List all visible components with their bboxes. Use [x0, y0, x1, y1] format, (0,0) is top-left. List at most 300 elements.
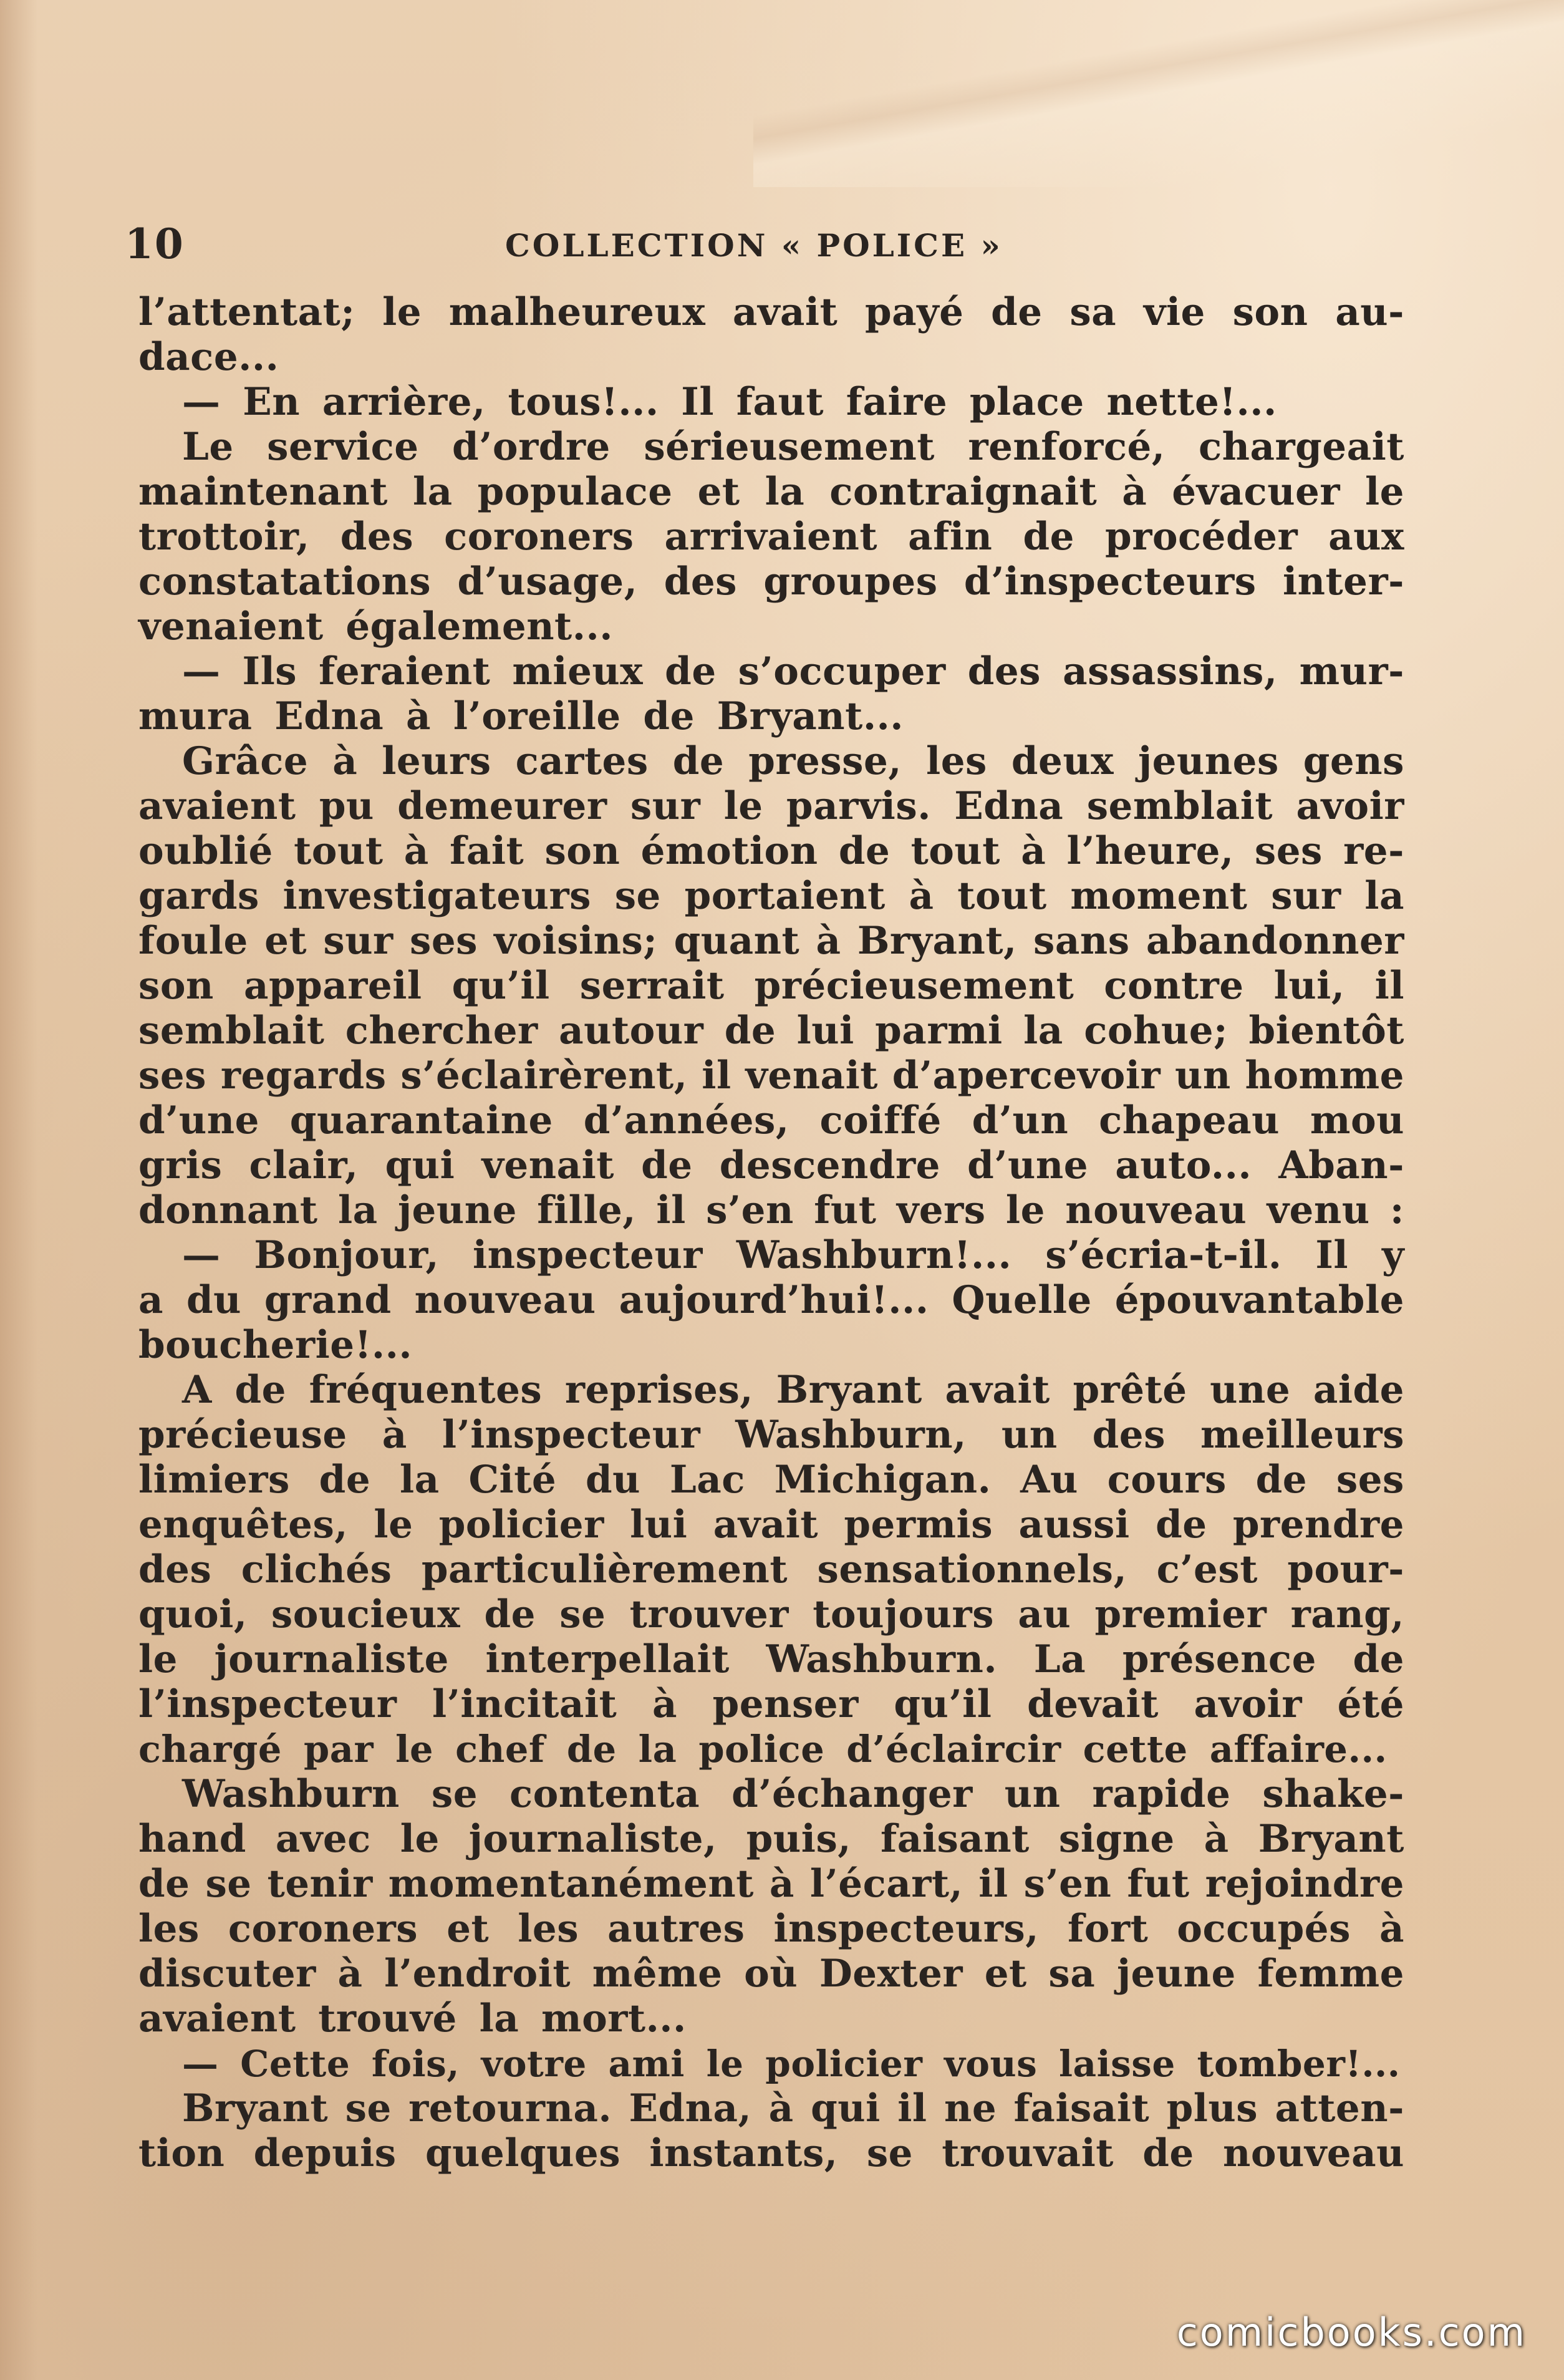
text-line — [138, 1547, 1404, 1592]
word: vie — [1143, 290, 1205, 334]
word: Washburn!... — [736, 1233, 1012, 1277]
word: à — [769, 1862, 794, 1906]
word: contenta — [509, 1772, 700, 1816]
word: coiffé — [819, 1098, 942, 1143]
word: demeurer — [397, 784, 607, 828]
word: sur — [630, 784, 701, 828]
word: soucieux — [271, 1592, 461, 1637]
word: de — [991, 290, 1043, 334]
word: Ils — [242, 649, 297, 694]
word: le — [1364, 470, 1404, 514]
word: fut — [814, 1188, 877, 1232]
word: la — [412, 470, 453, 514]
word: ne — [944, 2086, 997, 2131]
text-line — [138, 1413, 1404, 1458]
word: momentanément — [388, 1862, 754, 1906]
word: d’une — [138, 1098, 259, 1143]
word: de — [319, 1458, 371, 1502]
word: y — [1382, 1233, 1404, 1277]
word: rapide — [1092, 1772, 1231, 1816]
text-line — [138, 1637, 1404, 1682]
word: du — [586, 1458, 641, 1502]
word: cohue; — [1084, 1009, 1229, 1053]
word: de — [665, 649, 717, 694]
word: avaient — [138, 784, 296, 828]
word: évacuer — [1172, 470, 1341, 514]
word: aujourd’hui!... — [619, 1278, 929, 1322]
text-line: — Cette fois, votre ami le policier vous laisse tomber!... — [182, 2043, 1401, 2085]
word: contraignait — [829, 470, 1098, 514]
word: les — [138, 1907, 200, 1951]
word: les — [518, 1907, 579, 1951]
word: de — [672, 739, 725, 783]
word: limiers — [138, 1458, 290, 1502]
word: gards — [138, 874, 259, 918]
text-line — [138, 1592, 1404, 1637]
text-line: dace... — [138, 335, 279, 379]
word: venait — [745, 1053, 878, 1098]
word: d’ordre — [452, 425, 611, 469]
word: Lac — [669, 1458, 745, 1502]
word: la — [399, 1458, 440, 1502]
word: prendre — [1232, 1502, 1404, 1547]
word: tout — [957, 874, 1047, 918]
word: il — [978, 1862, 1008, 1906]
word: gris — [138, 1143, 223, 1188]
text-line — [138, 515, 1404, 559]
word: Washburn, — [735, 1413, 967, 1457]
word: sur — [323, 919, 393, 963]
text-line — [138, 1368, 1404, 1413]
word: émotion — [640, 829, 818, 873]
word: mou — [1310, 1098, 1404, 1143]
word: nouveau — [1222, 2131, 1404, 2175]
text-line — [138, 1907, 1404, 1952]
word: oublié — [138, 829, 273, 873]
word: rang, — [1290, 1592, 1404, 1637]
word: l’incitait — [432, 1682, 617, 1726]
word: La — [1033, 1637, 1086, 1681]
text-line — [138, 784, 1404, 829]
word: ses — [138, 1053, 206, 1098]
word: et — [984, 1952, 1027, 1996]
page-header — [125, 220, 1409, 269]
text-line: chargé par le chef de la police d’éclaircir cette affaire... — [138, 1728, 1388, 1771]
text-line — [138, 1143, 1404, 1188]
word: des — [664, 559, 738, 604]
word: au- — [1335, 290, 1404, 334]
word: à — [382, 1413, 407, 1457]
word: de — [641, 1143, 693, 1188]
word: nouveau — [1065, 1188, 1247, 1232]
word: constatations — [138, 559, 432, 604]
word: payé — [864, 290, 964, 334]
word: l’inspecteur — [442, 1413, 701, 1457]
text-line — [138, 290, 1404, 335]
word: d’échanger — [731, 1772, 973, 1816]
word: de — [1353, 1637, 1404, 1681]
word: afin — [908, 515, 993, 559]
word: femme — [1257, 1952, 1404, 1996]
word: quant — [673, 919, 800, 963]
word: faisait — [1013, 2086, 1150, 2131]
word: Bonjour, — [254, 1233, 440, 1277]
word: s’en — [1023, 1862, 1112, 1906]
word: épouvantable — [1114, 1278, 1404, 1322]
word: chapeau — [1099, 1098, 1280, 1143]
text-line — [138, 559, 1404, 604]
word: shake- — [1262, 1772, 1404, 1816]
word: sa — [1069, 290, 1117, 334]
text-line — [138, 1053, 1404, 1098]
word: rejoindre — [1205, 1862, 1404, 1906]
word: hand — [138, 1817, 246, 1861]
word: clair, — [249, 1143, 359, 1188]
word: grand — [264, 1278, 392, 1322]
word: ses — [1336, 1458, 1404, 1502]
word: quoi, — [138, 1592, 248, 1637]
word: tion — [138, 2131, 225, 2175]
text-line — [138, 964, 1404, 1009]
word: sa — [1048, 1952, 1096, 1996]
word: tout — [294, 829, 384, 873]
word: d’années, — [583, 1098, 789, 1143]
word: d’apercevoir — [892, 1053, 1161, 1098]
word: où — [744, 1952, 798, 1996]
word: à — [332, 739, 358, 783]
text-line — [138, 1682, 1404, 1727]
text-line: venaient également... — [138, 604, 613, 649]
word: avait — [732, 290, 838, 334]
word: du — [186, 1278, 241, 1322]
word: quelques — [425, 2131, 621, 2175]
word: renforcé, — [968, 425, 1166, 469]
text-line: boucherie!... — [138, 1323, 413, 1367]
word: avait — [945, 1368, 1050, 1412]
word: Le — [182, 425, 234, 469]
word: Washburn. — [766, 1637, 998, 1681]
page-number: 10 — [125, 220, 185, 268]
word: à — [1204, 1817, 1229, 1861]
word: gens — [1303, 739, 1404, 783]
text-line — [138, 1098, 1404, 1143]
word: de — [1142, 2131, 1194, 2175]
word: discuter — [138, 1952, 316, 1996]
word: précieuse — [138, 1413, 347, 1457]
word: Dexter — [819, 1952, 963, 1996]
watermark: comicbooks.com — [1176, 2310, 1527, 2355]
word: un — [1174, 1053, 1231, 1098]
word: depuis — [253, 2131, 397, 2175]
word: parvis. — [786, 784, 931, 828]
word: venait — [481, 1143, 614, 1188]
word: regards — [220, 1053, 387, 1098]
word: de — [1255, 1458, 1308, 1502]
text-line — [138, 1862, 1404, 1907]
word: s’en — [706, 1188, 794, 1232]
word: presse, — [748, 739, 902, 783]
word: Il — [1315, 1233, 1349, 1277]
word: la — [1364, 874, 1404, 918]
word: la — [1023, 1009, 1063, 1053]
word: vers — [896, 1188, 986, 1232]
word: l’heure, — [1066, 829, 1234, 873]
word: inspecteur — [472, 1233, 703, 1277]
word: chercher — [345, 1009, 538, 1053]
word: sur — [1271, 874, 1341, 918]
word: deux — [1011, 739, 1114, 783]
word: même — [592, 1952, 723, 1996]
word: sensationnels, — [817, 1547, 1127, 1592]
text-line — [138, 1817, 1404, 1862]
text-line — [138, 1458, 1404, 1502]
word: l’écart, — [809, 1862, 963, 1906]
word: qu’il — [894, 1682, 992, 1726]
word: un — [1001, 1413, 1058, 1457]
word: des — [1092, 1413, 1166, 1457]
word: un — [1004, 1772, 1061, 1816]
word: sans — [1033, 919, 1130, 963]
word: A — [182, 1368, 212, 1412]
word: et — [264, 919, 307, 963]
word: Cité — [468, 1458, 557, 1502]
word: quarantaine — [289, 1098, 553, 1143]
word: journaliste, — [468, 1817, 717, 1861]
word: le — [1005, 1188, 1045, 1232]
word: Bryant — [1258, 1817, 1404, 1861]
word: coroners — [444, 515, 634, 559]
word: voisins; — [494, 919, 658, 963]
word: qui — [811, 2086, 881, 2131]
word: se — [205, 1862, 252, 1906]
text-line — [138, 2131, 1404, 2176]
word: à — [1021, 829, 1046, 873]
text-line — [138, 649, 1404, 694]
word: sérieusement — [644, 425, 935, 469]
word: leurs — [382, 739, 491, 783]
word: Bryant — [182, 2086, 329, 2131]
word: à — [652, 1682, 677, 1726]
word: se — [431, 1772, 478, 1816]
word: ses — [1254, 829, 1323, 873]
word: venu — [1267, 1188, 1370, 1232]
word: le — [382, 290, 422, 334]
word: descendre — [719, 1143, 940, 1188]
word: malheureux — [448, 290, 706, 334]
word: interpellait — [485, 1637, 730, 1681]
word: à — [909, 874, 934, 918]
word: service — [267, 425, 419, 469]
text-line — [138, 1952, 1404, 1996]
word: coroners — [228, 1907, 418, 1951]
word: se — [866, 2131, 913, 2175]
word: présence — [1122, 1637, 1316, 1681]
word: mur- — [1299, 649, 1404, 694]
word: fait — [450, 829, 524, 873]
text-line — [138, 470, 1404, 515]
word: Washburn — [182, 1772, 400, 1816]
word: des — [138, 1547, 212, 1592]
word: des — [967, 649, 1041, 694]
word: devait — [1027, 1682, 1159, 1726]
word: fort — [1068, 1907, 1149, 1951]
word: retourna. — [408, 2086, 612, 2131]
word: à — [337, 1952, 363, 1996]
word: journaliste — [214, 1637, 449, 1681]
word: le — [723, 784, 763, 828]
word: semblait — [1086, 784, 1273, 828]
word: d’usage, — [457, 559, 638, 604]
text-line — [138, 739, 1404, 784]
word: lui — [630, 1502, 688, 1547]
word: la — [765, 470, 805, 514]
word: fréquentes — [309, 1368, 543, 1412]
word: se — [559, 1592, 606, 1637]
text-line — [138, 919, 1404, 964]
word: il — [656, 1188, 686, 1232]
word: donnant — [138, 1188, 318, 1232]
word: son — [138, 964, 214, 1008]
word: avoir — [1296, 784, 1404, 828]
word: et — [697, 470, 740, 514]
word: toujours — [813, 1592, 995, 1637]
text-line — [138, 2086, 1404, 2131]
word: qui — [385, 1143, 455, 1188]
text-line — [138, 1502, 1404, 1547]
text-line — [138, 1188, 1404, 1233]
word: abandonner — [1146, 919, 1404, 963]
word: penser — [712, 1682, 859, 1726]
word: serrait — [579, 964, 725, 1008]
word: moment — [1070, 874, 1248, 918]
word: contre — [1104, 964, 1244, 1008]
word: la — [337, 1188, 378, 1232]
word: atten- — [1275, 2086, 1404, 2131]
word: Quelle — [952, 1278, 1092, 1322]
word: feraient — [319, 649, 491, 694]
word: arrivaient — [664, 515, 877, 559]
word: jeune — [397, 1188, 517, 1232]
word: c’est — [1156, 1547, 1258, 1592]
word: autres — [607, 1907, 745, 1951]
word: investigateurs — [282, 874, 591, 918]
word: l’attentat; — [138, 290, 355, 334]
word: l’inspecteur — [138, 1682, 397, 1726]
word: jeune — [1116, 1952, 1236, 1996]
word: été — [1337, 1682, 1404, 1726]
word: bientôt — [1248, 1009, 1404, 1053]
word: aide — [1313, 1368, 1404, 1412]
word: — — [182, 649, 221, 694]
word: de — [234, 1368, 286, 1412]
word: d’un — [972, 1098, 1069, 1143]
word: lui, — [1273, 964, 1345, 1008]
word: premier — [1094, 1592, 1267, 1637]
word: instants, — [649, 2131, 838, 2175]
text-line — [138, 874, 1404, 919]
word: d’inspecteurs — [963, 559, 1257, 604]
word: son — [1232, 290, 1308, 334]
word: pour- — [1287, 1547, 1404, 1592]
word: les — [926, 739, 987, 783]
word: aux — [1328, 515, 1404, 559]
word: permis — [844, 1502, 993, 1547]
text-line — [138, 1233, 1404, 1278]
word: mieux — [512, 649, 644, 694]
word: procéder — [1105, 515, 1298, 559]
word: inter- — [1282, 559, 1404, 604]
word: à — [816, 919, 841, 963]
word: Au — [1020, 1458, 1078, 1502]
text-line — [138, 829, 1404, 874]
word: inspecteurs, — [773, 1907, 1039, 1951]
word: appareil — [243, 964, 422, 1008]
word: de — [1156, 1502, 1207, 1547]
word: l’endroit — [384, 1952, 571, 1996]
word: Edna, — [629, 2086, 752, 2131]
word: au — [1018, 1592, 1071, 1637]
word: reprises, — [564, 1368, 754, 1412]
word: se — [345, 2086, 392, 2131]
word: groupes — [763, 559, 938, 604]
word: de — [138, 1862, 190, 1906]
word: pu — [319, 784, 374, 828]
word: ses — [410, 919, 478, 963]
word: d’une — [967, 1143, 1089, 1188]
page-edge-shadow — [0, 0, 37, 2380]
word: maintenant — [138, 470, 388, 514]
word: aussi — [1018, 1502, 1130, 1547]
word: fut — [1127, 1862, 1190, 1906]
word: à — [403, 829, 429, 873]
word: : — [1389, 1188, 1404, 1232]
text-line: — En arrière, tous!... Il faut faire place nette!... — [182, 380, 1277, 424]
word: signe — [1058, 1817, 1175, 1861]
word: lui — [796, 1009, 854, 1053]
word: il — [1374, 964, 1404, 1008]
text-line — [138, 1278, 1404, 1323]
word: tout — [910, 829, 1000, 873]
word: jeunes — [1138, 739, 1279, 783]
word: avoir — [1194, 1682, 1302, 1726]
word: plus — [1166, 2086, 1258, 2131]
word: Bryant, — [857, 919, 1017, 963]
body-text — [138, 290, 1404, 2176]
word: il — [702, 1053, 731, 1098]
word: le — [400, 1817, 440, 1861]
word: son — [544, 829, 620, 873]
word: de — [724, 1009, 776, 1053]
word: le — [374, 1502, 413, 1547]
word: semblait — [138, 1009, 325, 1053]
page-crease — [753, 0, 1564, 187]
word: cours — [1107, 1458, 1227, 1502]
word: a — [138, 1278, 164, 1322]
word: — — [182, 1233, 221, 1277]
text-line — [138, 1009, 1404, 1053]
word: trouver — [629, 1592, 789, 1637]
word: meilleurs — [1200, 1413, 1404, 1457]
word: parmi — [875, 1009, 1003, 1053]
word: une — [1210, 1368, 1291, 1412]
word: autour — [559, 1009, 704, 1053]
text-line: avaient trouvé la mort... — [138, 1996, 687, 2041]
word: à — [1379, 1907, 1404, 1951]
word: tenir — [267, 1862, 373, 1906]
word: cartes — [515, 739, 649, 783]
word: populace — [477, 470, 673, 514]
word: à — [1122, 470, 1147, 514]
